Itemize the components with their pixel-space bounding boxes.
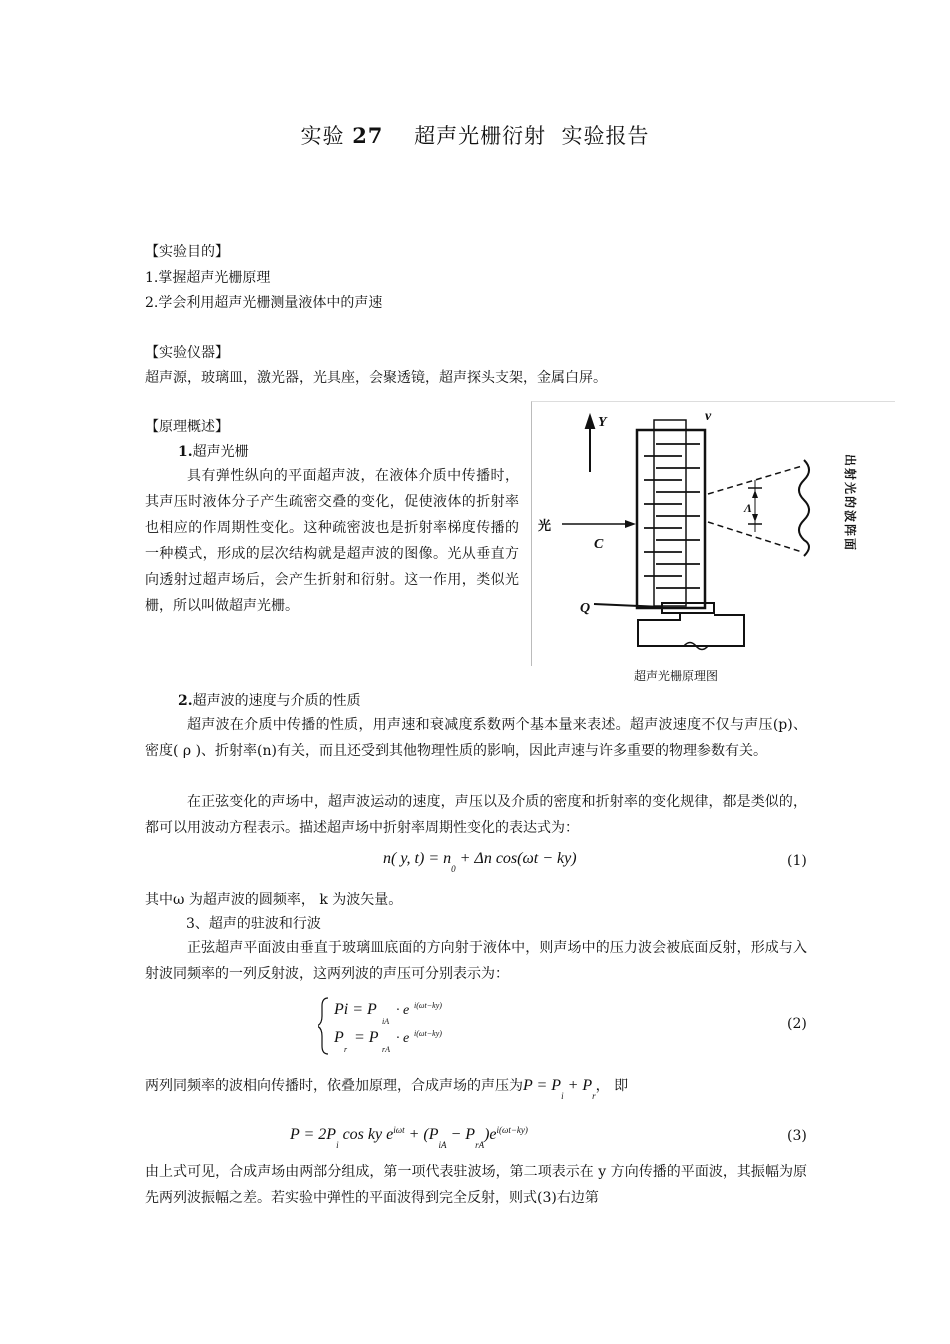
equation-3-number: (3) (787, 1128, 807, 1144)
label-light: 光 (538, 519, 552, 534)
svg-text:i(ωt−ky): i(ωt−ky) (414, 1029, 442, 1038)
equation-1: n( y, $t) = n_0 + \Delta n$ cos(ωt − ky) (383, 850, 577, 874)
equation-2 (318, 994, 478, 1062)
apparatus-heading: 【实验仪器】 (145, 345, 229, 361)
page-title: 实验 27 超声光栅衍射 实验报告 (300, 123, 650, 148)
final-paragraph: 由上式可见，合成声场由两部分组成，第一项代表驻波场，第二项表示在 y 方向传播的平面波，其振幅为原先两列波振幅之差。若实验中弹性的平面波得到完全反射，则式(3)右边第 (145, 1164, 807, 1206)
figure-caption: 超声光栅原理图 (633, 669, 718, 683)
after-equation-1: 其中ω 为超声波的圆频率， k 为波矢量。 (145, 892, 403, 908)
svg-text:= P: = P (354, 1029, 379, 1046)
section-2-text-2: 在正弦变化的声场中，超声波运动的速度，声压以及介质的密度和折射率的变化规律，都是类似的，都可以用波动方程表示。描述超声场中折射率周期性变化的表达式为： (145, 794, 807, 836)
figure-frame (531, 401, 895, 666)
section-2-title: 2.超声波的速度与介质的性质 (178, 693, 361, 709)
section-3-text: 正弦超声平面波由垂直于玻璃皿底面的方向射于液体中，则声场中的压力波会被底面反射，形成与入射波同频率的一列反射波，这两列波的声压可分别表示为： (145, 940, 807, 982)
equation-1-number: (1) (787, 853, 807, 869)
svg-text:· e: · e (396, 1031, 410, 1046)
apparatus-text: 超声源，玻璃皿，激光器，光具座，会聚透镜，超声探头支架，金属白屏。 (145, 370, 607, 386)
principle-heading: 【原理概述】 (145, 419, 229, 435)
equation-3: $P = 2P_i$ cos ky $e^{i\omega t} + (P_{iA} - P_{rA})e^{i(\omega t-ky)}$ (290, 1125, 528, 1150)
ultrasonic-grating-diagram (532, 402, 895, 666)
svg-text:P: P (334, 1029, 344, 1046)
purpose-heading: 【实验目的】 (145, 244, 229, 260)
svg-text:i(ωt−ky): i(ωt−ky) (414, 1001, 442, 1010)
label-lambda: Λ (744, 501, 753, 515)
grating-lines (644, 444, 700, 588)
purpose-item-2: 2.学会利用超声光栅测量液体中的声速 (145, 295, 383, 311)
label-v: v (705, 409, 712, 424)
section-3-title: 3、超声的驻波和行波 (186, 916, 321, 932)
svg-text:· e: · e (396, 1003, 410, 1018)
equation-2-brace (318, 994, 478, 1058)
label-wavefront: 出射光的波阵面 (843, 454, 857, 553)
equation-2-number: (2) (787, 1016, 807, 1032)
svg-text:rA: rA (382, 1045, 390, 1054)
label-c: C (594, 537, 604, 552)
purpose-item-1: 1.掌握超声光栅原理 (145, 270, 271, 286)
label-y: Y (598, 415, 607, 430)
svg-text:iA: iA (382, 1017, 390, 1026)
section-1-title: 1.超声光栅 (178, 444, 249, 460)
label-q: Q (580, 601, 591, 616)
section-2-text-1: 超声波在介质中传播的性质，用声速和衰减度系数两个基本量来表述。超声波速度不仅与声压(p)、密度( ρ )、折射率(n)有关，而且还受到其他物理性质的影响，因此声速与许多重要的物理参数有关。 (145, 717, 807, 759)
svg-text:r: r (344, 1045, 348, 1054)
section-1-text: 具有弹性纵向的平面超声波，在液体介质中传播时，其声压时液体分子产生疏密交叠的变化，促使液体的折射率也相应的作周期性变化。这种疏密波也是折射率梯度传播的一种模式，形成的层次结构就是超声波的图像。光从垂直方向透射过超声场后，会产生折射和衍射。这一作用，类似光栅，所以叫做超声光栅。 (145, 468, 519, 614)
svg-text:Pi = P: Pi = P (334, 1001, 377, 1018)
after-equation-2: 两列同频率的波相向传播时，依叠加原理，合成声场的声压为$P = P_i + P_r$， 即 (145, 1077, 629, 1101)
